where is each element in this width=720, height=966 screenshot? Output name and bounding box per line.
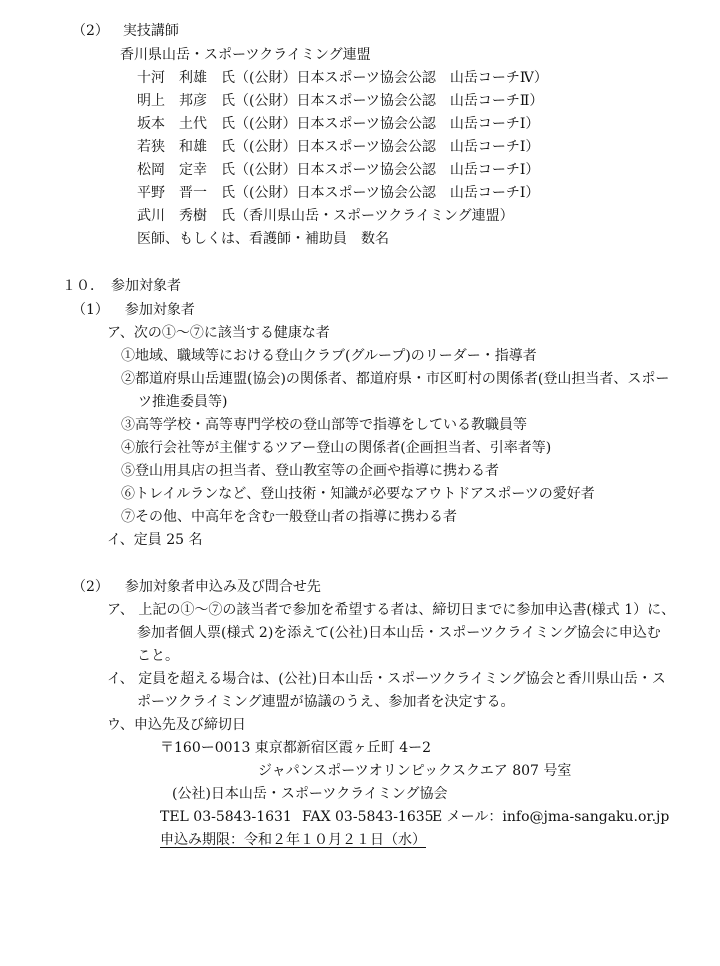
contact-org: (公社)日本山岳・スポーツクライミング協会	[172, 786, 448, 802]
sub2-a-line: 参加者個人票(様式 2)を添えて(公社)日本山岳・スポーツクライミング協会に申込む	[137, 625, 661, 641]
contact-fax: FAX 03-5843-1635	[302, 809, 434, 825]
instructor-name: 坂本 土代 氏	[137, 116, 235, 132]
instructor-affiliation: （(公財）日本スポーツ協会公認 山岳コーチⅡ）	[235, 93, 544, 109]
sub2-a-line: ア、 上記の①～⑦の該当者で参加を希望する者は、締切日までに参加申込書(様式 1）に、	[107, 602, 676, 618]
instructor-name: 平野 晋一 氏	[137, 185, 235, 201]
contact-tel: TEL 03-5843-1631	[160, 809, 292, 825]
sub2-u-label: ウ、申込先及び締切日	[107, 717, 246, 733]
section2-header	[72, 24, 179, 38]
instructor-name: 若狭 和雄 氏	[137, 139, 235, 155]
application-deadline: 申込み期限：令和２年１０月２１日（水）	[160, 832, 426, 848]
sub2-header	[72, 580, 321, 594]
instructor-affiliation: （(公財）日本スポーツ協会公認 山岳コーチⅣ）	[235, 70, 548, 86]
instructor-affiliation: （香川県山岳・スポーツクライミング連盟）	[235, 208, 514, 224]
contact-email: E メール：info@jma-sangaku.or.jp	[432, 809, 670, 825]
address-line-1: 〒160ー0013 東京都新宿区霞ヶ丘町 4ー2	[160, 740, 432, 756]
list-item: ②都道府県山岳連盟(協会)の関係者、都道府県・市区町村の関係者(登山担当者、スポー	[121, 371, 670, 387]
address-line-2: ジャパンスポーツオリンピックスクエア 807 号室	[258, 763, 572, 779]
instructor-row	[137, 140, 539, 154]
sub1-number: （1）	[72, 302, 109, 318]
instructor-org: 香川県山岳・スポーツクライミング連盟	[120, 47, 371, 63]
sub1-title: 参加対象者	[124, 302, 195, 318]
sub2-number: （2）	[72, 579, 109, 595]
list-item: ①地域、職域等における登山クラブ(グループ)のリーダー・指導者	[121, 348, 537, 364]
instructor-affiliation: （(公財）日本スポーツ協会公認 山岳コーチⅠ）	[235, 162, 540, 178]
instructor-name: 十河 利雄 氏	[137, 70, 235, 86]
list-item-continuation: ツ推進委員等)	[138, 394, 228, 410]
instructor-name: 明上 邦彦 氏	[137, 93, 235, 109]
sub2-a-line: こと。	[137, 648, 179, 664]
sub1-a-label: ア、次の①～⑦に該当する健康な者	[107, 325, 330, 341]
list-item: ⑥トレイルランなど、登山技術・知識が必要なアウトドアスポーツの愛好者	[121, 486, 595, 502]
section2-title: 実技講師	[122, 23, 179, 39]
sub1-header	[72, 303, 195, 317]
list-item: ⑤登山用具店の担当者、登山教室等の企画や指導に携わる者	[121, 463, 499, 479]
instructor-affiliation: （(公財）日本スポーツ協会公認 山岳コーチⅠ）	[235, 139, 540, 155]
instructor-row	[137, 71, 548, 85]
sub2-i-line: イ、 定員を超える場合は、(公社)日本山岳・スポーツクライミング協会と香川県山岳・ス	[107, 671, 666, 687]
instructor-name: 松岡 定幸 氏	[137, 162, 235, 178]
list-item: ⑦その他、中高年を含む一般登山者の指導に携わる者	[121, 509, 457, 525]
instructor-row	[137, 117, 539, 131]
section2-number: （2）	[72, 23, 109, 39]
list-item: ③高等学校・高等専門学校の登山部等で指導をしている教職員等	[121, 417, 527, 433]
instructor-name: 武川 秀樹 氏	[137, 208, 235, 224]
medical-staff: 医師、もしくは、看護師・補助員 数名	[137, 231, 389, 247]
instructor-row	[137, 186, 539, 200]
instructor-row	[137, 94, 543, 108]
sub2-i-line: ポーツクライミング連盟が協議のうえ、参加者を決定する。	[137, 694, 515, 710]
capacity: イ、定員 25 名	[107, 532, 203, 548]
section10-heading: １０． 参加対象者	[62, 278, 181, 294]
instructor-row	[137, 163, 539, 177]
list-item: ④旅行会社等が主催するツアー登山の関係者(企画担当者、引率者等)	[121, 440, 552, 456]
instructor-row	[137, 209, 514, 223]
instructor-affiliation: （(公財）日本スポーツ協会公認 山岳コーチⅠ）	[235, 116, 540, 132]
sub2-title: 参加対象者申込み及び問合せ先	[124, 579, 321, 595]
instructor-affiliation: （(公財）日本スポーツ協会公認 山岳コーチⅠ）	[235, 185, 540, 201]
